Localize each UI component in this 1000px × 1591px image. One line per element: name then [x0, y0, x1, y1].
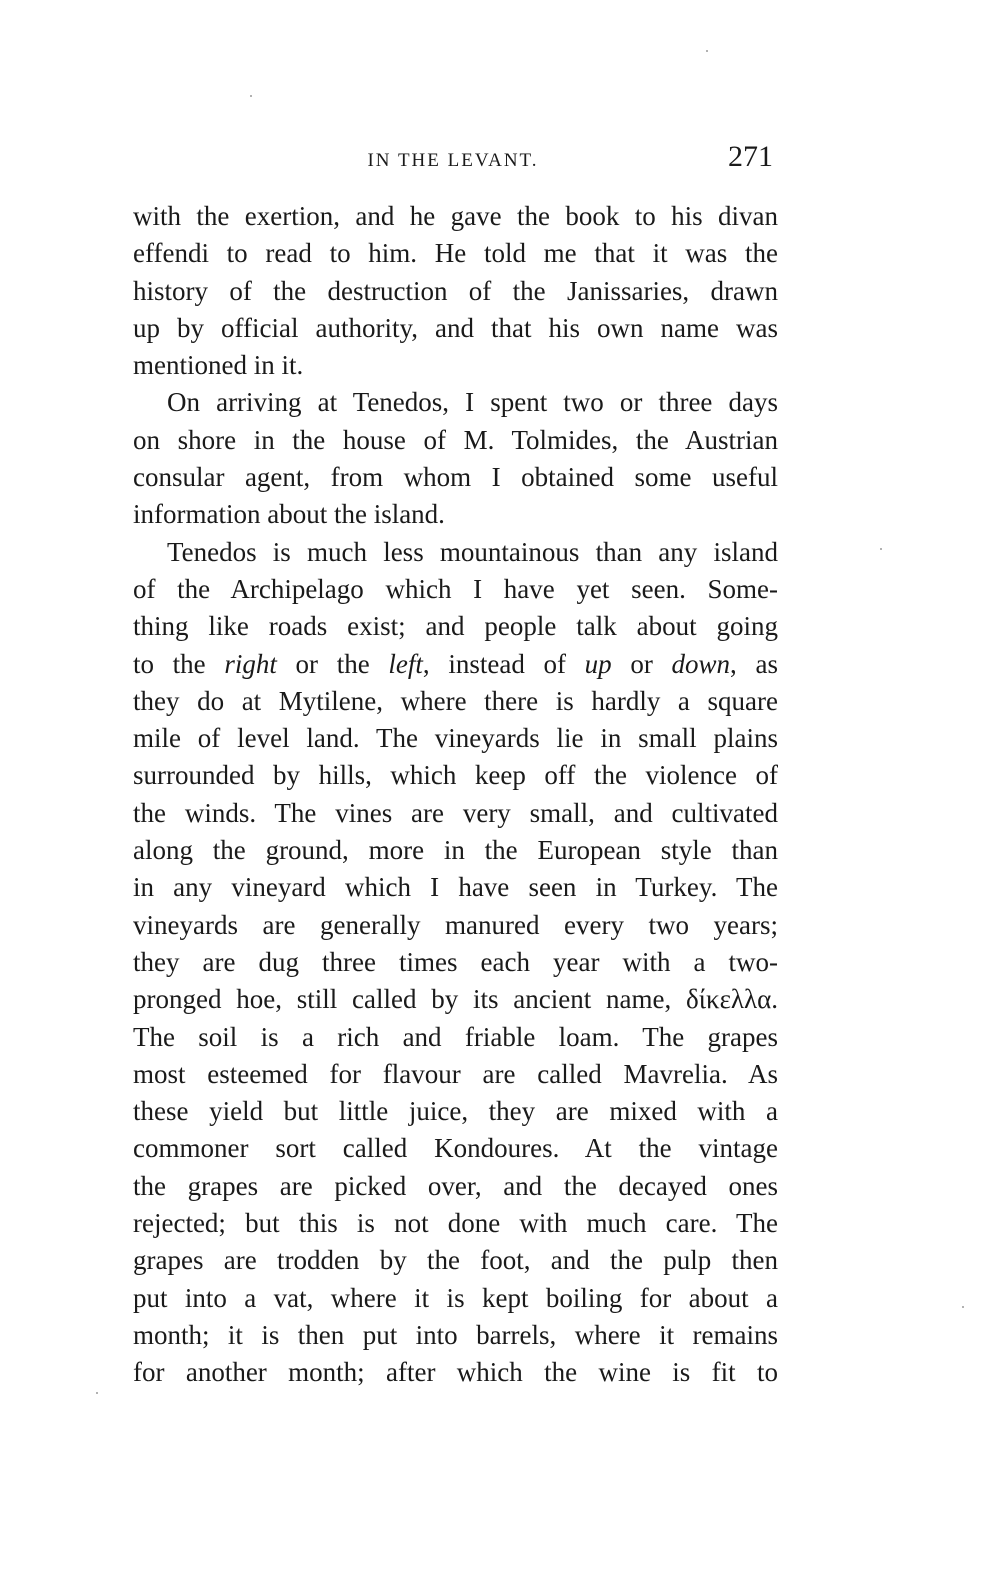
text-line: consular agent, from whom I obtained some useful	[133, 462, 778, 493]
paper-speck	[250, 95, 252, 97]
italic-word: right	[224, 648, 277, 679]
text-line: of the Archipelago which I have yet seen. Some-	[133, 573, 778, 604]
text-line: commoner sort called Kondoures. At the vintage	[133, 1133, 778, 1164]
running-head-title: IN THE LEVANT.	[367, 150, 539, 171]
text-line: mentioned in it.	[133, 350, 304, 381]
page-number: 271	[728, 140, 773, 173]
text-line: mile of level land. The vineyards lie in small plains	[133, 723, 778, 754]
text-line: effendi to read to him. He told me that it was the	[133, 238, 778, 269]
running-head	[133, 140, 773, 180]
text-line: with the exertion, and he gave the book to his divan	[133, 201, 778, 231]
text-line-with-italics: to the right or the left, instead of up or down, as	[133, 648, 778, 679]
text-line: pronged hoe, still called by its ancient name, δίκελλα.	[133, 984, 778, 1015]
text-line: information about the island.	[133, 499, 445, 530]
italic-word: up	[584, 648, 612, 679]
paper-speck	[962, 1306, 964, 1308]
text-line: on shore in the house of M. Tolmides, the Austrian	[133, 424, 778, 455]
text-line: most esteemed for flavour are called Mavrelia. As	[133, 1058, 778, 1089]
body-text	[133, 198, 778, 1392]
text-line: in any vineyard which I have seen in Turkey. The	[133, 872, 778, 903]
text-line: thing like roads exist; and people talk about going	[133, 611, 778, 642]
text-line: they are dug three times each year with a two-	[133, 946, 778, 977]
text-line: for another month; after which the wine is fit to	[133, 1357, 778, 1388]
text-line: the winds. The vines are very small, and cultivated	[133, 797, 778, 828]
italic-word: left	[388, 648, 423, 679]
text-line: put into a vat, where it is kept boiling for about a	[133, 1282, 778, 1313]
text-line: grapes are trodden by the foot, and the pulp then	[133, 1245, 778, 1276]
text-line: these yield but little juice, they are mixed with a	[133, 1096, 778, 1127]
paragraph-start-line: Tenedos is much less mountainous than any island	[167, 536, 778, 567]
paper-speck	[96, 1392, 98, 1394]
text-line: up by official authority, and that his own name was	[133, 312, 778, 343]
text-line: along the ground, more in the European style than	[133, 835, 778, 866]
text-line: vineyards are generally manured every two years;	[133, 909, 778, 940]
text-line: the grapes are picked over, and the decayed ones	[133, 1170, 778, 1201]
text-line: month; it is then put into barrels, where it remains	[133, 1319, 778, 1350]
text-line: surrounded by hills, which keep off the violence of	[133, 760, 778, 791]
paper-speck	[880, 548, 882, 550]
text-line: they do at Mytilene, where there is hardly a square	[133, 685, 778, 716]
italic-word: down	[671, 648, 731, 679]
text-line: The soil is a rich and friable loam. The grapes	[133, 1021, 778, 1052]
paper-speck	[706, 50, 708, 52]
text-line: rejected; but this is not done with much care. The	[133, 1208, 778, 1239]
text-line: history of the destruction of the Janissaries, drawn	[133, 275, 778, 306]
paragraph-start-line: On arriving at Tenedos, I spent two or three days	[167, 387, 778, 418]
